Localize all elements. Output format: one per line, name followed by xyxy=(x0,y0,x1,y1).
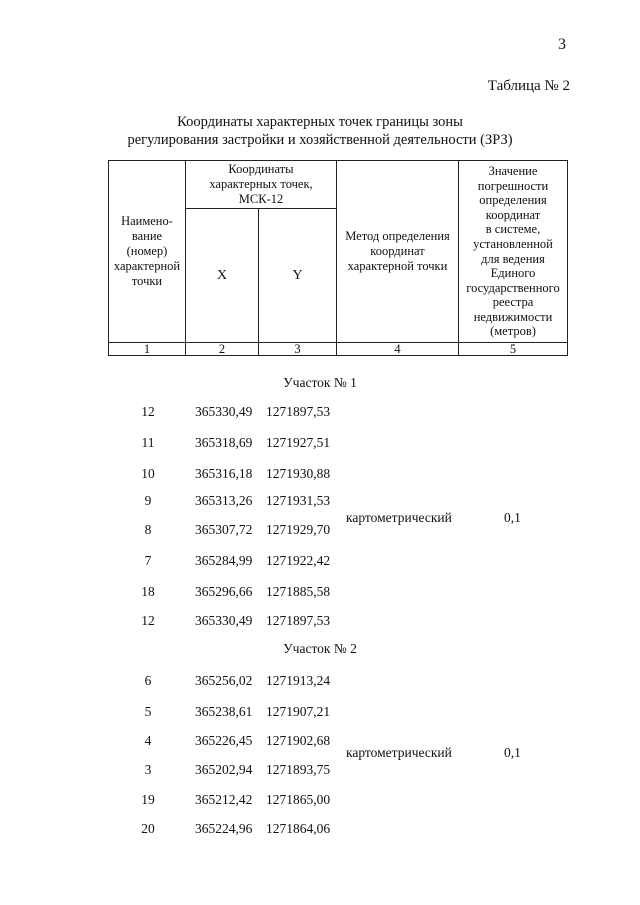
section-2-method: картометрический xyxy=(346,745,452,760)
table-label: Таблица № 2 xyxy=(487,78,570,94)
col-number-4: 4 xyxy=(394,341,401,356)
col-number-1: 1 xyxy=(143,341,151,356)
table-row: 8 365307,72 1271929,70 xyxy=(144,522,331,537)
section-title-2: Участок № 2 xyxy=(283,641,357,656)
table-row: 20 365224,96 1271864,06 xyxy=(141,821,331,836)
table-row: 3 365202,94 1271893,75 xyxy=(144,762,331,777)
header-border-right xyxy=(567,160,568,356)
table-row: 5 365238,61 1271907,21 xyxy=(144,704,331,719)
table-row: 18 365296,66 1271885,58 xyxy=(141,584,331,599)
header-coords-group: Координаты характерных точек, МСК-12 xyxy=(209,162,313,206)
col-number-3: 3 xyxy=(294,341,301,356)
col-number-2: 2 xyxy=(218,341,226,356)
header-col-method: Метод определения координат характерной точки xyxy=(345,229,450,273)
section-1-error: 0,1 xyxy=(504,510,521,525)
col-number-5: 5 xyxy=(509,341,517,356)
table-row: 4 365226,45 1271902,68 xyxy=(144,733,331,748)
section-1-method: картометрический xyxy=(346,510,452,525)
header-col-y: Y xyxy=(292,268,303,283)
section-2-error: 0,1 xyxy=(504,745,521,760)
table-header xyxy=(108,160,568,356)
table-row: 19 365212,42 1271865,00 xyxy=(141,792,331,807)
header-col-x: X xyxy=(216,268,228,283)
table-row: 6 365256,02 1271913,24 xyxy=(144,673,331,688)
section-title-1: Участок № 1 xyxy=(283,375,357,390)
page-number: 3 xyxy=(558,36,566,53)
header-col-error: Значение погрешности определения координат в системе, установленной для ведения Единого государственного реестра недвижимости (метров) xyxy=(466,163,560,339)
table-row: 9 365313,26 1271931,53 xyxy=(144,493,331,508)
table-row: 11 365318,69 1271927,51 xyxy=(141,435,331,450)
header-bottom-border xyxy=(108,355,568,356)
table-row: 12 365330,49 1271897,53 xyxy=(141,613,331,628)
table-row: 10 365316,18 1271930,88 xyxy=(141,466,331,481)
table-row: 12 365330,49 1271897,53 xyxy=(141,404,331,419)
header-col-name: Наимено- вание (номер) характерной точки xyxy=(113,214,181,288)
table-row: 7 365284,99 1271922,42 xyxy=(144,553,331,568)
title-line-2: регулирования застройки и хозяйственной деятельности (ЗРЗ) xyxy=(127,132,513,148)
title-line-1: Координаты характерных точек границы зоны xyxy=(177,114,463,130)
table-title xyxy=(0,113,640,149)
